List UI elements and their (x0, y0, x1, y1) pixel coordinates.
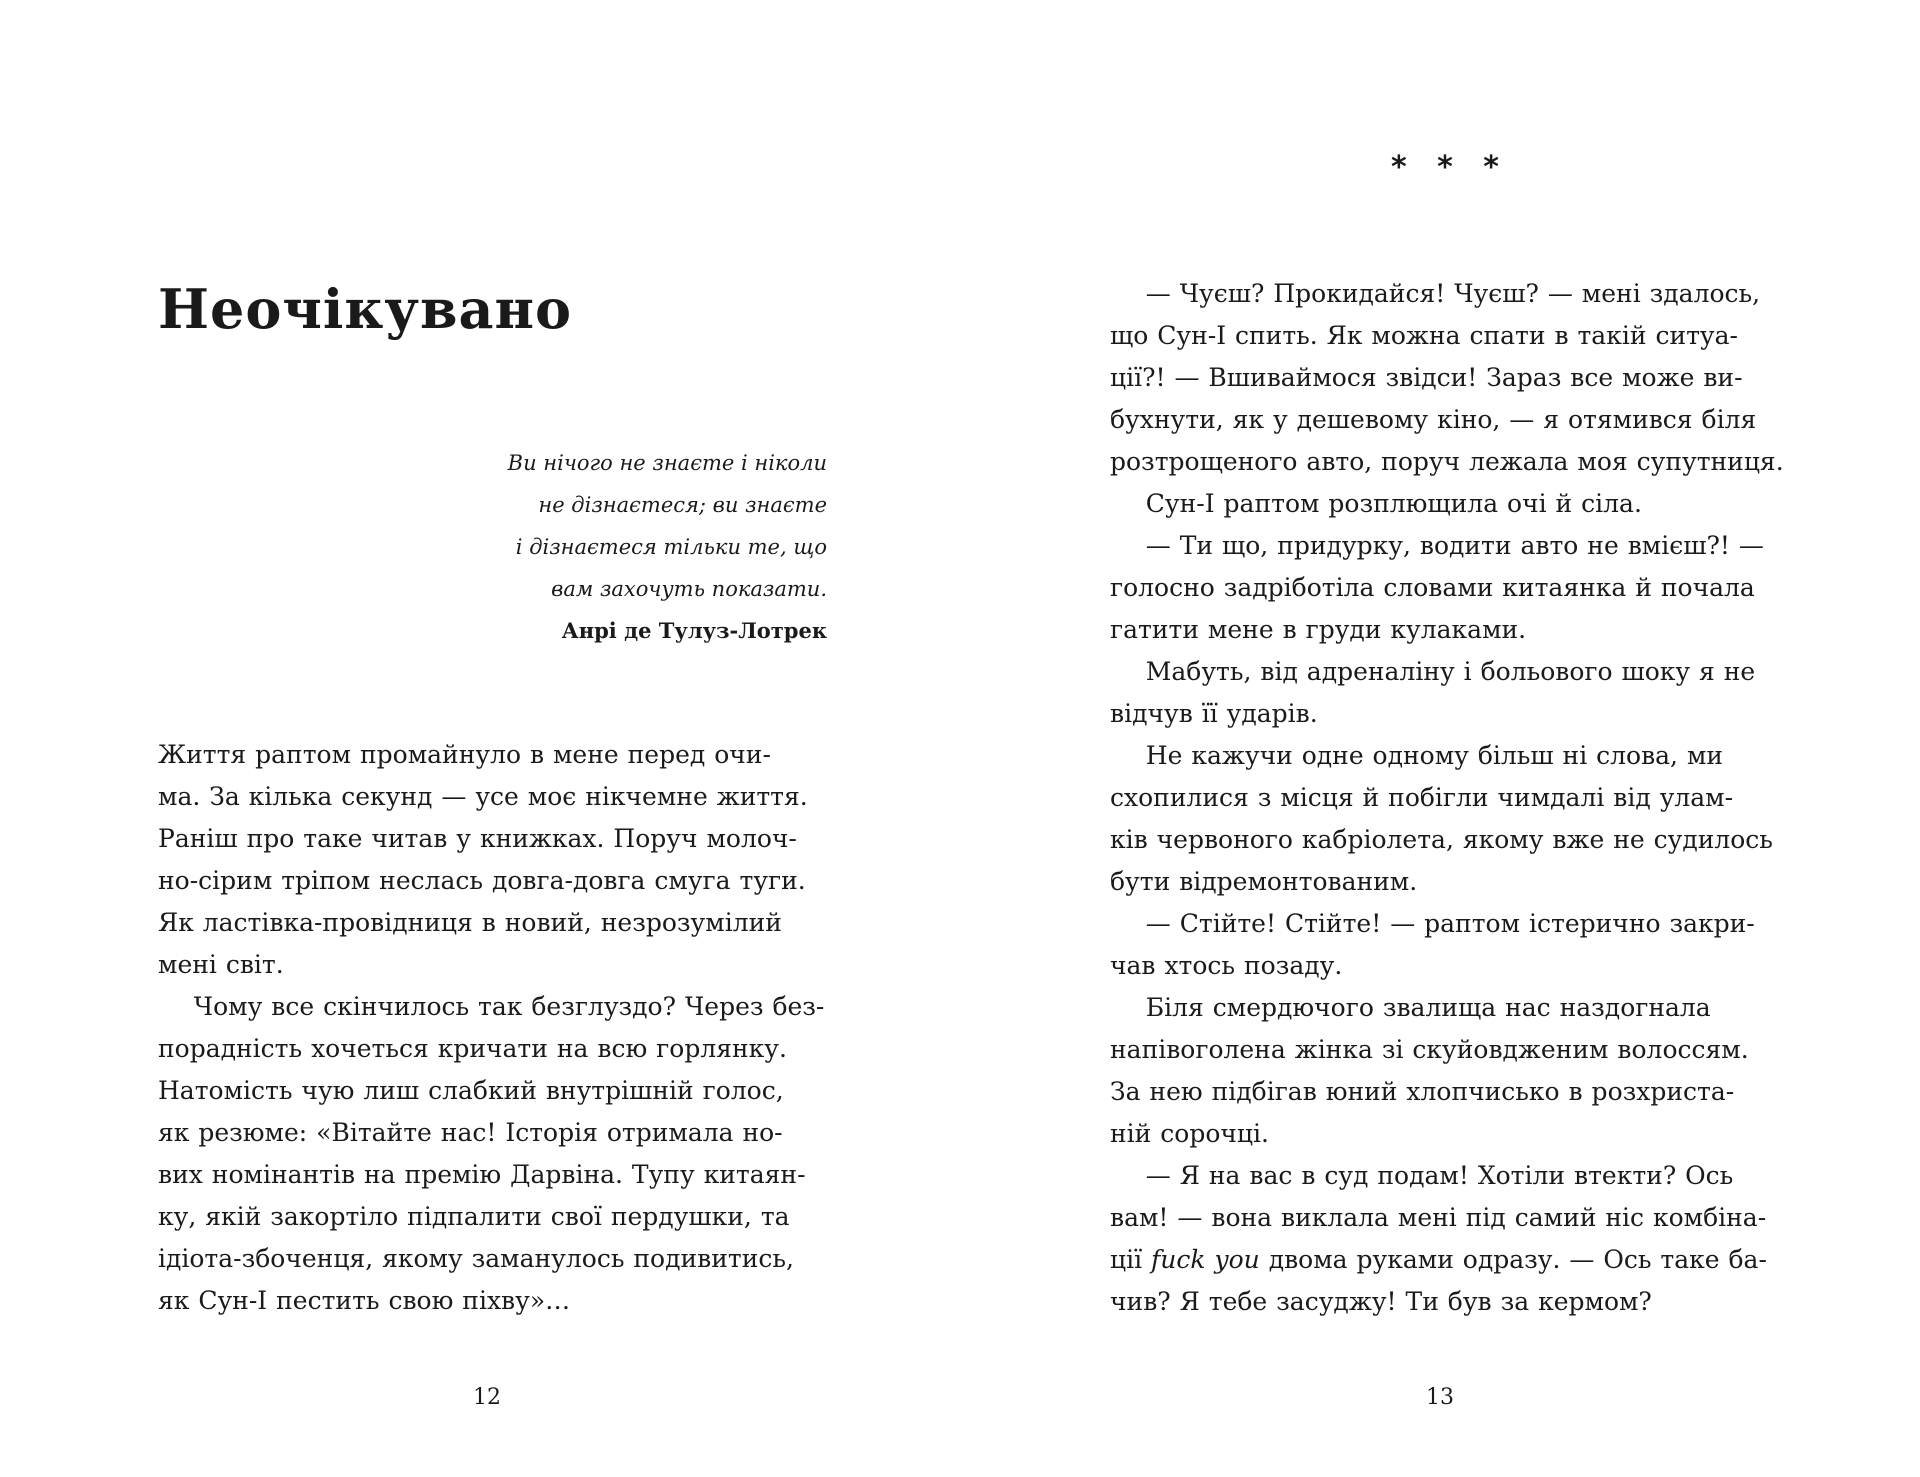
page-number-left: 12 (473, 1385, 501, 1410)
section-separator: * * * (1391, 150, 1509, 185)
text-line: За нею підбігав юний хлопчисько в розхриста- (1110, 1077, 1735, 1106)
text-line: відчув її ударів. (1110, 699, 1318, 728)
text-line: як резюме: «Вітайте нас! Історія отримала но- (158, 1118, 783, 1147)
text-line: гатити мене в груди кулаками. (1110, 615, 1527, 644)
page-number-right: 13 (1426, 1385, 1454, 1410)
text-line: Не кажучи одне одному більш ні слова, ми (1110, 741, 1724, 770)
text-line: Життя раптом промайнуло в мене перед очи- (158, 740, 771, 769)
epigraph-line: вам захочуть показати. (551, 577, 827, 601)
text-line: ма. За кілька секунд — усе моє нікчемне життя. (158, 782, 808, 811)
text-line: вих номінантів на премію Дарвіна. Тупу китаян- (158, 1160, 806, 1189)
text-line: Натомість чую лиш слабкий внутрішній голос, (158, 1076, 784, 1105)
text-line: Чому все скінчилось так безглуздо? Через без- (158, 992, 825, 1021)
left-body-text (158, 734, 838, 1322)
italic-phrase: fuck you (1151, 1245, 1260, 1274)
text-fragment: двома руками одразу. — Ось таке ба- (1259, 1245, 1767, 1274)
epigraph-line: не дізнаєтеся; ви знаєте (538, 493, 827, 517)
text-line: бути відремонтованим. (1110, 867, 1418, 896)
text-line: — Стійте! Стійте! — раптом істерично закри- (1110, 909, 1755, 938)
text-line: Біля смердючого звалища нас наздогнала (1110, 993, 1711, 1022)
text-line: бухнути, як у дешевому кіно, — я отямився біля (1110, 405, 1757, 434)
epigraph-line: і дізнаєтеся тільки те, що (515, 535, 827, 559)
text-line: що Сун-І спить. Як можна спати в такій ситуа- (1110, 321, 1738, 350)
text-line: як Сун-І пестить свою піхву»… (158, 1286, 571, 1315)
text-fragment: ції (1110, 1245, 1152, 1274)
text-line: — Я на вас в суд подам! Хотіли втекти? Ось (1110, 1161, 1734, 1190)
text-line: но-сірим тріпом неслась довга-довга смуга туги. (158, 866, 806, 895)
right-body-text (1110, 273, 1790, 1323)
text-line: мені світ. (158, 950, 284, 979)
text-line: розтрощеного авто, поруч лежала моя супутниця. (1110, 447, 1784, 476)
text-line: Як ластівка-провідниця в новий, незрозумілий (158, 908, 782, 937)
text-line: чив? Я тебе засуджу! Ти був за кермом? (1110, 1287, 1652, 1316)
text-line: — Ти що, придурку, водити авто не вмієш?! — (1110, 531, 1764, 560)
text-line-with-italic (1110, 1239, 1790, 1281)
text-line: ній сорочці. (1110, 1119, 1269, 1148)
text-line: — Чуєш? Прокидайся! Чуєш? — мені здалось, (1110, 279, 1761, 308)
text-line: напівоголена жінка зі скуйовдженим волоссям. (1110, 1035, 1749, 1064)
text-line: ку, якій закортіло підпалити свої пердушки, та (158, 1202, 790, 1231)
text-line: Раніш про таке читав у книжках. Поруч молоч- (158, 824, 797, 853)
epigraph (380, 442, 827, 652)
chapter-title: Неочікувано (158, 277, 573, 341)
text-line: ції?! — Вшиваймося звідси! Зараз все може ви- (1110, 363, 1743, 392)
text-line: ідіота-збоченця, якому заманулось подивитись, (158, 1244, 794, 1273)
text-line: чав хтось позаду. (1110, 951, 1343, 980)
text-line: ків червоного кабріолета, якому вже не судилось (1110, 825, 1773, 854)
epigraph-line: Ви нічого не знаєте і ніколи (507, 451, 827, 475)
text-line: Сун-І раптом розплющила очі й сіла. (1110, 489, 1642, 518)
text-line: Мабуть, від адреналіну і больового шоку я не (1110, 657, 1756, 686)
text-line: порадність хочеться кричати на всю горлянку. (158, 1034, 787, 1063)
text-line: вам! — вона виклала мені під самий ніс комбіна- (1110, 1203, 1767, 1232)
text-line: голосно задріботіла словами китаянка й почала (1110, 573, 1755, 602)
epigraph-author: Анрі де Тулуз-Лотрек (561, 618, 827, 643)
text-line: схопилися з місця й побігли чимдалі від улам- (1110, 783, 1734, 812)
